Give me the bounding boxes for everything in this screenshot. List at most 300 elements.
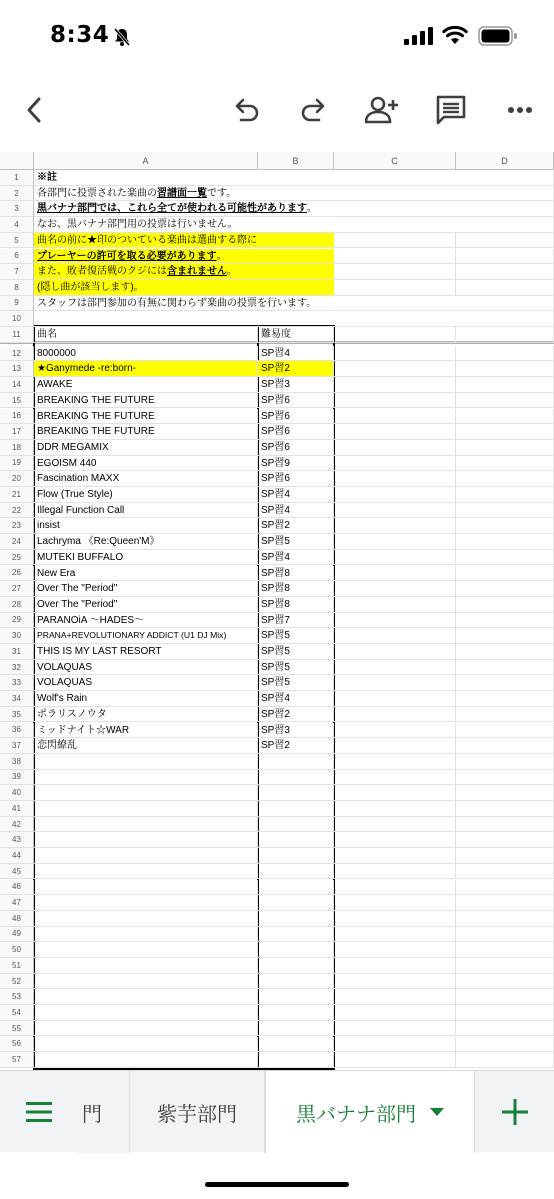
difficulty-cell[interactable]: SP習4 <box>258 346 334 362</box>
cell-c[interactable] <box>334 958 456 974</box>
status-time: 8:34 <box>50 22 110 48</box>
song-title-cell[interactable]: BREAKING THE FUTURE <box>34 424 258 440</box>
cell-b[interactable] <box>258 895 334 911</box>
song-title-cell[interactable]: DDR MEGAMIX <box>34 440 258 456</box>
cell-c[interactable] <box>334 393 456 409</box>
note-text-part: 習譜面一覧 <box>157 187 207 199</box>
cell-d[interactable] <box>456 628 554 644</box>
note-cell[interactable]: (隠し曲が該当します)。 <box>34 280 334 296</box>
row-number[interactable]: 4 <box>0 217 34 233</box>
row-number[interactable]: 42 <box>0 817 34 833</box>
song-title-cell[interactable]: BREAKING THE FUTURE <box>34 409 258 425</box>
difficulty-cell[interactable]: SP習8 <box>258 597 334 613</box>
cell-c[interactable] <box>334 456 456 472</box>
song-title-cell[interactable]: Over The "Period" <box>34 581 258 597</box>
cell-a[interactable] <box>34 770 258 786</box>
song-title-cell[interactable]: ポラリスノウタ <box>34 707 258 723</box>
cell-d[interactable] <box>456 566 554 582</box>
difficulty-cell[interactable]: SP習5 <box>258 628 334 644</box>
row-number[interactable]: 9 <box>0 296 34 312</box>
row-number[interactable]: 37 <box>0 738 34 754</box>
row-number[interactable]: 16 <box>0 409 34 425</box>
cell-d[interactable] <box>456 770 554 786</box>
cell-d[interactable] <box>456 311 554 327</box>
table-row <box>0 233 554 249</box>
note-cell[interactable]: なお、黒バナナ部門用の投票は行いません。 <box>34 217 534 233</box>
cell-b[interactable] <box>258 817 334 833</box>
cell-d[interactable] <box>456 296 554 312</box>
cell-d[interactable] <box>456 691 554 707</box>
cell-b[interactable] <box>258 911 334 927</box>
cell-c[interactable] <box>334 770 456 786</box>
cell-b[interactable] <box>258 958 334 974</box>
cell-d[interactable] <box>456 785 554 801</box>
cell-d[interactable] <box>456 550 554 566</box>
cell-c[interactable] <box>334 327 456 343</box>
song-title-cell[interactable]: 恋閃繚乱 <box>34 738 258 754</box>
row-number[interactable]: 33 <box>0 675 34 691</box>
difficulty-cell[interactable]: SP習4 <box>258 503 334 519</box>
song-title-cell[interactable]: BREAKING THE FUTURE <box>34 393 258 409</box>
difficulty-cell[interactable]: SP習3 <box>258 377 334 393</box>
song-title-cell[interactable]: Wolf's Rain <box>34 691 258 707</box>
difficulty-cell[interactable]: SP習6 <box>258 424 334 440</box>
song-title-cell[interactable]: ★Ganymede -re:born- <box>34 361 258 377</box>
difficulty-cell[interactable]: SP習6 <box>258 471 334 487</box>
spreadsheet-grid[interactable] <box>0 152 554 1070</box>
cell-b[interactable] <box>258 1021 334 1037</box>
cell-c[interactable] <box>334 534 456 550</box>
difficulty-cell[interactable]: SP習6 <box>258 393 334 409</box>
row-number[interactable]: 41 <box>0 801 34 817</box>
cell-b[interactable] <box>258 864 334 880</box>
cell-c[interactable] <box>334 518 456 534</box>
cell-c[interactable] <box>334 927 456 943</box>
row-number[interactable]: 13 <box>0 361 34 377</box>
cell-d[interactable] <box>456 754 554 770</box>
table-row <box>0 927 554 943</box>
song-title-cell[interactable]: Illegal Function Call <box>34 503 258 519</box>
difficulty-cell[interactable]: SP習4 <box>258 550 334 566</box>
cell-d[interactable] <box>456 1021 554 1037</box>
cell-d[interactable] <box>456 186 554 202</box>
cell-d[interactable] <box>456 361 554 377</box>
cell-b[interactable] <box>258 785 334 801</box>
cell-c[interactable] <box>334 550 456 566</box>
cell-d[interactable] <box>456 346 554 362</box>
song-title-cell[interactable]: VOLAQUAS <box>34 660 258 676</box>
wifi-icon <box>442 25 468 45</box>
cell-a[interactable] <box>34 1052 258 1068</box>
cell-d[interactable] <box>456 581 554 597</box>
cell-b[interactable] <box>258 1037 334 1053</box>
cell-b[interactable] <box>258 942 334 958</box>
cell-d[interactable] <box>456 424 554 440</box>
row-number[interactable]: 55 <box>0 1021 34 1037</box>
cell-b[interactable] <box>258 832 334 848</box>
cell-d[interactable] <box>456 201 554 217</box>
cell-c[interactable] <box>334 346 456 362</box>
cell-d[interactable] <box>456 832 554 848</box>
cell-c[interactable] <box>334 911 456 927</box>
cell-c[interactable] <box>334 1037 456 1053</box>
cell-d[interactable] <box>456 989 554 1005</box>
cell-c[interactable] <box>334 471 456 487</box>
song-title-cell[interactable]: 8000000 <box>34 346 258 362</box>
cell-d[interactable] <box>456 264 554 280</box>
cell-c[interactable] <box>334 974 456 990</box>
row-number[interactable]: 51 <box>0 958 34 974</box>
cell-d[interactable] <box>456 217 554 233</box>
cell-a[interactable] <box>34 1037 258 1053</box>
cell-d[interactable] <box>456 1052 554 1068</box>
cell-b[interactable] <box>258 1005 334 1021</box>
row-number[interactable]: 56 <box>0 1037 34 1053</box>
cell-b[interactable] <box>258 927 334 943</box>
cell-b[interactable] <box>258 754 334 770</box>
toolbar <box>0 80 554 140</box>
cell-a[interactable] <box>34 958 258 974</box>
row-number[interactable]: 57 <box>0 1052 34 1068</box>
cell-d[interactable] <box>456 597 554 613</box>
row-number[interactable]: 28 <box>0 597 34 613</box>
row-number[interactable]: 29 <box>0 613 34 629</box>
cell-c[interactable] <box>334 707 456 723</box>
note-cell[interactable] <box>34 264 334 280</box>
row-number[interactable]: 32 <box>0 660 34 676</box>
cell-a[interactable] <box>34 989 258 1005</box>
row-number[interactable]: 48 <box>0 911 34 927</box>
row-number[interactable]: 15 <box>0 393 34 409</box>
row-number[interactable]: 34 <box>0 691 34 707</box>
note-cell[interactable]: 曲名の前に★印のついている楽曲は選曲する際に <box>34 233 334 249</box>
row-number[interactable]: 17 <box>0 424 34 440</box>
difficulty-cell[interactable]: SP習2 <box>258 361 334 377</box>
song-title-cell[interactable]: MUTEKI BUFFALO <box>34 550 258 566</box>
cell-c[interactable] <box>334 361 456 377</box>
column-header-b[interactable]: B <box>258 152 334 170</box>
cell-d[interactable] <box>456 974 554 990</box>
cell-a[interactable] <box>34 864 258 880</box>
cell-c[interactable] <box>334 233 456 249</box>
difficulty-cell[interactable]: SP習7 <box>258 613 334 629</box>
cell-d[interactable] <box>456 393 554 409</box>
difficulty-cell[interactable]: SP習2 <box>258 518 334 534</box>
undo-icon[interactable] <box>228 92 264 128</box>
cell-c[interactable] <box>334 264 456 280</box>
song-title-cell[interactable]: Flow (True Style) <box>34 487 258 503</box>
cell-c[interactable] <box>334 848 456 864</box>
row-number[interactable]: 53 <box>0 989 34 1005</box>
row-number[interactable]: 31 <box>0 644 34 660</box>
cell-c[interactable] <box>334 691 456 707</box>
column-header-d[interactable]: D <box>456 152 554 170</box>
row-number[interactable]: 24 <box>0 534 34 550</box>
row-number[interactable]: 25 <box>0 550 34 566</box>
song-title-cell[interactable]: EGOISM 440 <box>34 456 258 472</box>
cell-d[interactable] <box>456 233 554 249</box>
cell-c[interactable] <box>334 613 456 629</box>
difficulty-cell[interactable]: SP習5 <box>258 660 334 676</box>
table-row <box>0 613 554 629</box>
cell-d[interactable] <box>456 848 554 864</box>
row-number[interactable]: 5 <box>0 233 34 249</box>
cell-d[interactable] <box>456 440 554 456</box>
cell-a[interactable] <box>34 942 258 958</box>
cell-c[interactable] <box>334 280 456 296</box>
row-number[interactable]: 46 <box>0 880 34 896</box>
cell-b[interactable] <box>258 1052 334 1068</box>
song-title-cell[interactable]: New Era <box>34 566 258 582</box>
cell-d[interactable] <box>456 675 554 691</box>
cell-c[interactable] <box>334 1005 456 1021</box>
cell-a[interactable] <box>34 848 258 864</box>
row-number[interactable]: 7 <box>0 264 34 280</box>
cell-c[interactable] <box>334 424 456 440</box>
cell-d[interactable] <box>456 471 554 487</box>
cell-d[interactable] <box>456 644 554 660</box>
row-number[interactable]: 45 <box>0 864 34 880</box>
cell-b[interactable] <box>258 880 334 896</box>
cell-d[interactable] <box>456 927 554 943</box>
cell-a[interactable] <box>34 974 258 990</box>
song-title-cell[interactable]: Fascination MAXX <box>34 471 258 487</box>
cell-c[interactable] <box>334 1052 456 1068</box>
cell-d[interactable] <box>456 895 554 911</box>
sheet-tab-kuro-banana[interactable] <box>265 1071 475 1153</box>
row-number[interactable]: 2 <box>0 186 34 202</box>
cell-d[interactable] <box>456 723 554 739</box>
difficulty-cell[interactable]: SP習8 <box>258 581 334 597</box>
row-number[interactable]: 10 <box>0 311 34 327</box>
cell-c[interactable] <box>334 503 456 519</box>
cell-d[interactable] <box>456 911 554 927</box>
note-cell[interactable]: ※註 <box>34 170 534 186</box>
table-row <box>0 660 554 676</box>
cell-d[interactable] <box>456 249 554 265</box>
difficulty-cell[interactable]: SP習8 <box>258 566 334 582</box>
row-number[interactable]: 14 <box>0 377 34 393</box>
row-number[interactable]: 11 <box>0 327 34 343</box>
song-title-cell[interactable]: ミッドナイト☆WAR <box>34 723 258 739</box>
cell-c[interactable] <box>334 880 456 896</box>
row-number[interactable]: 36 <box>0 723 34 739</box>
row-number[interactable]: 40 <box>0 785 34 801</box>
cell-c[interactable] <box>334 942 456 958</box>
cell-a[interactable] <box>34 1005 258 1021</box>
cell-d[interactable] <box>456 801 554 817</box>
row-number[interactable]: 35 <box>0 707 34 723</box>
row-number[interactable]: 50 <box>0 942 34 958</box>
back-icon[interactable] <box>16 92 52 128</box>
cell-d[interactable] <box>456 1037 554 1053</box>
row-number[interactable]: 8 <box>0 280 34 296</box>
row-number[interactable]: 18 <box>0 440 34 456</box>
cell-a[interactable] <box>34 1021 258 1037</box>
cell-c[interactable] <box>334 785 456 801</box>
cell-a[interactable] <box>34 895 258 911</box>
table-row <box>0 170 554 186</box>
row-number[interactable]: 47 <box>0 895 34 911</box>
note-cell[interactable] <box>34 249 334 265</box>
table-row <box>0 895 554 911</box>
cell-a[interactable] <box>34 832 258 848</box>
row-number[interactable]: 19 <box>0 456 34 472</box>
song-title-cell[interactable]: PRANA+REVOLUTIONARY ADDICT (U1 DJ Mix) <box>34 628 258 644</box>
song-title-cell[interactable]: insist <box>34 518 258 534</box>
song-title-cell[interactable]: Over The "Period" <box>34 597 258 613</box>
difficulty-cell[interactable]: SP習5 <box>258 675 334 691</box>
cell-c[interactable] <box>334 440 456 456</box>
row-number[interactable]: 30 <box>0 628 34 644</box>
row-number[interactable]: 38 <box>0 754 34 770</box>
cell-a[interactable] <box>34 880 258 896</box>
difficulty-cell[interactable]: SP習2 <box>258 707 334 723</box>
row-number[interactable]: 26 <box>0 566 34 582</box>
cell-d[interactable] <box>456 660 554 676</box>
row-number[interactable]: 49 <box>0 927 34 943</box>
redo-icon[interactable] <box>296 92 332 128</box>
difficulty-cell[interactable]: SP習3 <box>258 723 334 739</box>
cell-a[interactable] <box>34 785 258 801</box>
row-number[interactable]: 43 <box>0 832 34 848</box>
cell-b[interactable] <box>258 801 334 817</box>
sheet-tab-murasaki-imo[interactable] <box>130 1071 265 1153</box>
cell-d[interactable] <box>456 1005 554 1021</box>
add-sheet-button[interactable] <box>475 1071 554 1153</box>
cell-c[interactable] <box>334 581 456 597</box>
song-title-cell[interactable]: THIS IS MY LAST RESORT <box>34 644 258 660</box>
cell-c[interactable] <box>334 989 456 1005</box>
difficulty-cell[interactable]: SP習4 <box>258 691 334 707</box>
row-number[interactable]: 22 <box>0 503 34 519</box>
cell-c[interactable] <box>334 487 456 503</box>
column-header-a[interactable]: A <box>34 152 258 170</box>
cell-c[interactable] <box>334 566 456 582</box>
table-row <box>0 880 554 896</box>
cell-d[interactable] <box>456 327 554 343</box>
row-number[interactable]: 27 <box>0 581 34 597</box>
cell-b[interactable] <box>258 770 334 786</box>
difficulty-cell[interactable]: SP習6 <box>258 409 334 425</box>
difficulty-cell[interactable]: SP習5 <box>258 644 334 660</box>
cell-d[interactable] <box>456 409 554 425</box>
difficulty-cell[interactable]: SP習5 <box>258 534 334 550</box>
cell-d[interactable] <box>456 817 554 833</box>
sheet-list-menu-icon[interactable] <box>0 1071 78 1153</box>
comment-icon[interactable] <box>433 92 469 128</box>
row-number[interactable]: 39 <box>0 770 34 786</box>
cell-c[interactable] <box>334 754 456 770</box>
cell-c[interactable] <box>334 817 456 833</box>
row-number[interactable]: 1 <box>0 170 34 186</box>
row-number[interactable]: 44 <box>0 848 34 864</box>
cell-d[interactable] <box>456 880 554 896</box>
select-all-corner[interactable] <box>0 152 34 170</box>
cell-d[interactable] <box>456 456 554 472</box>
cell-c[interactable] <box>334 597 456 613</box>
song-title-cell[interactable]: VOLAQUAS <box>34 675 258 691</box>
add-person-icon[interactable] <box>364 92 400 128</box>
table-row <box>0 817 554 833</box>
cell-d[interactable] <box>456 707 554 723</box>
cell-c[interactable] <box>334 409 456 425</box>
cell-c[interactable] <box>334 738 456 754</box>
row-number[interactable]: 3 <box>0 201 34 217</box>
row-number[interactable]: 12 <box>0 346 34 362</box>
table-row <box>0 393 554 409</box>
cell-b[interactable] <box>258 848 334 864</box>
cell-b[interactable] <box>258 989 334 1005</box>
cell-c[interactable] <box>334 675 456 691</box>
difficulty-cell[interactable]: SP習6 <box>258 440 334 456</box>
cell-d[interactable] <box>456 280 554 296</box>
cell-c[interactable] <box>334 249 456 265</box>
cell-d[interactable] <box>456 487 554 503</box>
cell-c[interactable] <box>334 660 456 676</box>
cell-c[interactable] <box>334 864 456 880</box>
song-title-cell[interactable]: AWAKE <box>34 377 258 393</box>
cell-d[interactable] <box>456 942 554 958</box>
table-row <box>0 707 554 723</box>
cell-b[interactable] <box>258 974 334 990</box>
cell-d[interactable] <box>456 518 554 534</box>
sheet-tab-previous[interactable] <box>78 1071 130 1153</box>
note-cell[interactable]: スタッフは部門参加の有無に関わらず楽曲の投票を行います。 <box>34 296 534 312</box>
cell-d[interactable] <box>456 864 554 880</box>
column-title-song-name[interactable]: 曲名 <box>34 327 258 343</box>
song-title-cell[interactable]: Lachryma 《Re:Queen'M》 <box>34 534 258 550</box>
cell-a[interactable] <box>34 911 258 927</box>
table-row <box>0 581 554 597</box>
row-number[interactable]: 21 <box>0 487 34 503</box>
cell-c[interactable] <box>334 1021 456 1037</box>
column-header-c[interactable]: C <box>334 152 456 170</box>
row-number[interactable]: 54 <box>0 1005 34 1021</box>
row-number[interactable]: 23 <box>0 518 34 534</box>
cell-c[interactable] <box>334 801 456 817</box>
cell-d[interactable] <box>456 534 554 550</box>
cell-d[interactable] <box>456 377 554 393</box>
row-number[interactable]: 6 <box>0 249 34 265</box>
cell-c[interactable] <box>334 644 456 660</box>
cell-d[interactable] <box>456 503 554 519</box>
table-row <box>0 424 554 440</box>
cell-a[interactable] <box>34 754 258 770</box>
cell-a[interactable] <box>34 801 258 817</box>
cell-c[interactable] <box>334 832 456 848</box>
cell-d[interactable] <box>456 738 554 754</box>
row-number[interactable]: 20 <box>0 471 34 487</box>
cell-a[interactable] <box>34 817 258 833</box>
cell-c[interactable] <box>334 377 456 393</box>
difficulty-cell[interactable]: SP習2 <box>258 738 334 754</box>
cell-d[interactable] <box>456 170 554 186</box>
dropdown-arrow-icon[interactable] <box>430 1108 444 1116</box>
column-title-difficulty[interactable]: 難易度 <box>258 327 334 343</box>
cell-c[interactable] <box>334 723 456 739</box>
song-title-cell[interactable]: PARANOiA 〜HADES〜 <box>34 613 258 629</box>
row-number[interactable]: 52 <box>0 974 34 990</box>
difficulty-cell[interactable]: SP習4 <box>258 487 334 503</box>
cell-a[interactable] <box>34 927 258 943</box>
cell-c[interactable] <box>334 895 456 911</box>
cell-d[interactable] <box>456 613 554 629</box>
cell-d[interactable] <box>456 958 554 974</box>
more-options-icon[interactable] <box>502 92 538 128</box>
cell-c[interactable] <box>334 628 456 644</box>
difficulty-cell[interactable]: SP習9 <box>258 456 334 472</box>
